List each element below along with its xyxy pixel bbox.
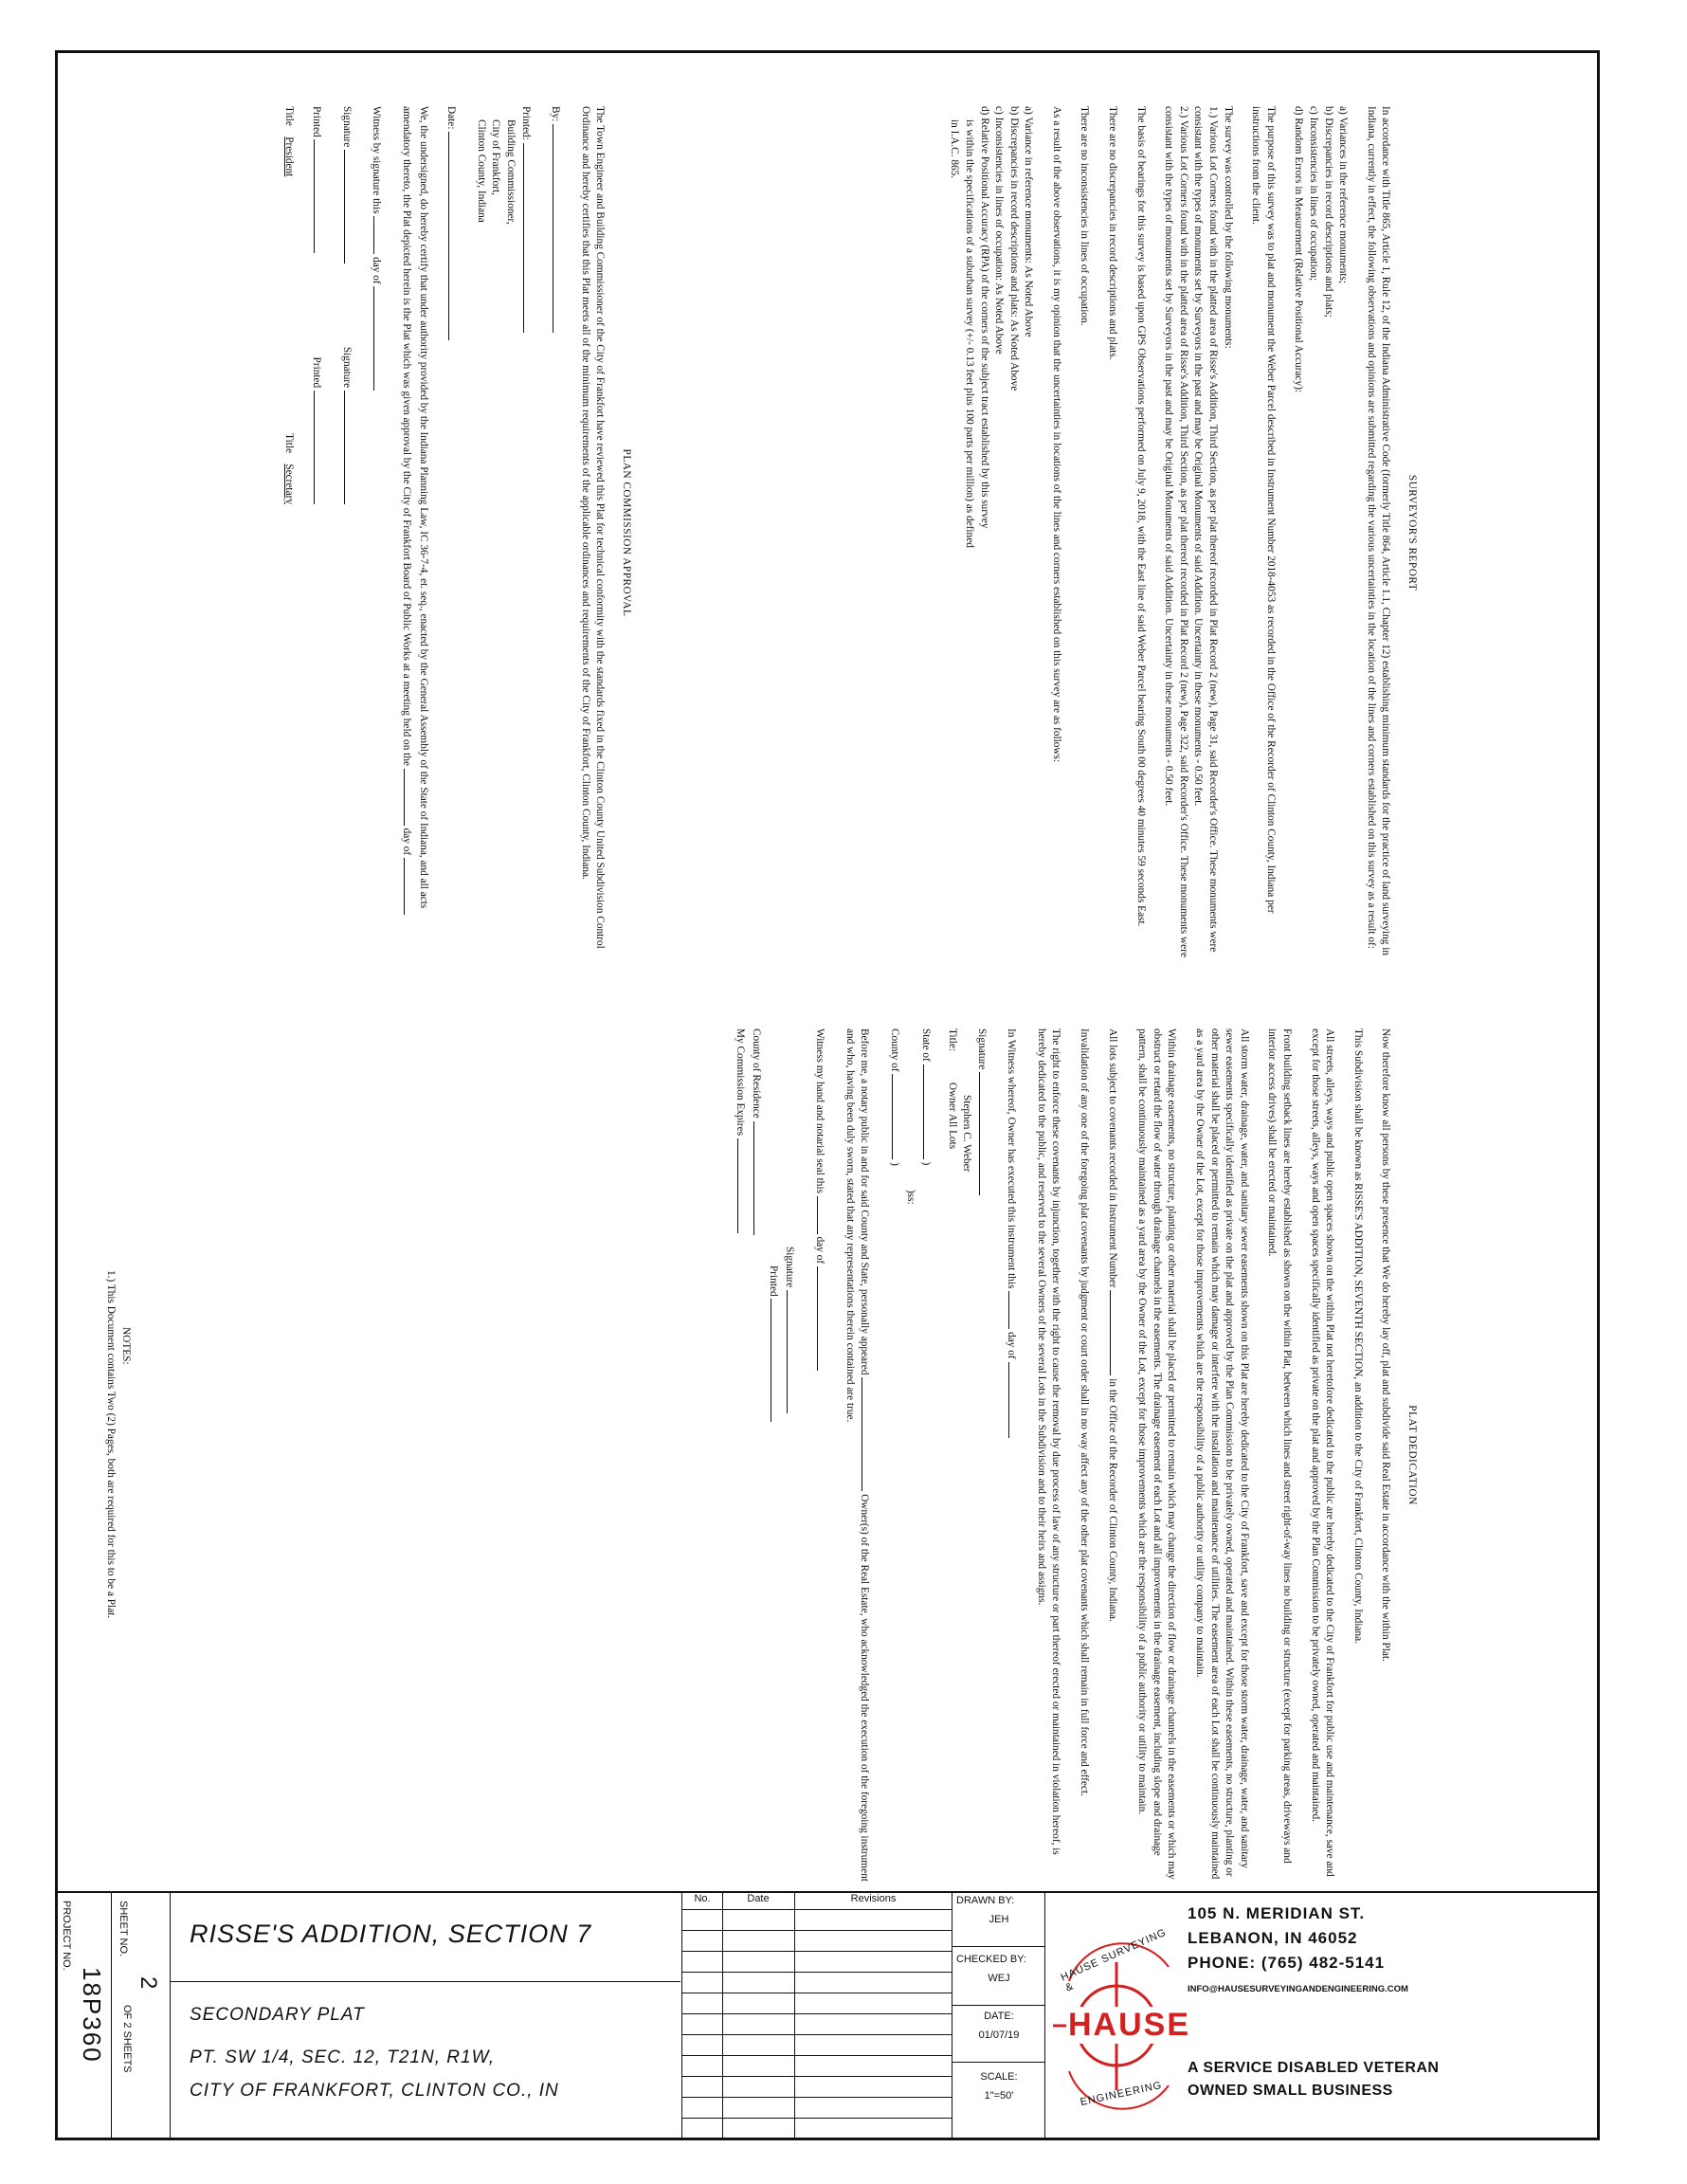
company-email: INFO@HAUSESURVEYINGANDENGINEERING.COM bbox=[1188, 1984, 1408, 1994]
location-line-1: PT. SW 1/4, SEC. 12, T21N, R1W, bbox=[190, 2048, 496, 2067]
revisions-table bbox=[682, 1891, 952, 2140]
report-monument-1: 1.) Various Lot Corners found with in the platted area of Risse's Addition, Third Section, as per plat thereof recorded in Plat Record 2 (new), Page 31, said Recorder's Office. These monuments were consistant with the types of monuments set by Surveyors in the past and may be Original Monuments of said Addition. Uncertainty in these monuments - 0.50 feet. bbox=[1192, 106, 1220, 953]
instrument-number-line bbox=[1110, 1290, 1121, 1375]
company-tagline-2: OWNED SMALL BUSINESS bbox=[1188, 2083, 1393, 2099]
notary-month-line bbox=[817, 1266, 828, 1371]
checked-by-label: CHECKED BY: bbox=[956, 1954, 1026, 1965]
signature-line-1 bbox=[344, 150, 355, 264]
rev-row-11 bbox=[682, 2118, 952, 2119]
printed-label-1: Printed bbox=[311, 106, 323, 137]
checked-divider bbox=[952, 2005, 1045, 2006]
title-label-2: Title bbox=[282, 433, 295, 454]
notary-printed-label: Printed bbox=[767, 1265, 779, 1297]
report-cause-b: b) Discrepancies in record descriptions and plats; bbox=[1322, 106, 1334, 318]
secretary-label: Secretary bbox=[282, 464, 295, 504]
company-info bbox=[1178, 1891, 1462, 2140]
ss-label: )ss: bbox=[905, 1190, 917, 1205]
owner-signature-label: Signature bbox=[975, 1028, 988, 1070]
rev-row-9 bbox=[682, 2076, 952, 2077]
company-address: 105 N. MERIDIAN ST. bbox=[1188, 1904, 1366, 1922]
signature-label-2: Signature bbox=[340, 346, 353, 389]
dedication-p7b: in the Office of the Recorder of Clinton County, Indiana. bbox=[1106, 1378, 1118, 1622]
commission-expires-label: My Commission Expires bbox=[734, 1028, 746, 1136]
signature-label-1: Signature bbox=[340, 106, 353, 148]
notary-printed-line bbox=[771, 1299, 782, 1422]
printed-label: Printed: bbox=[519, 106, 532, 140]
execute-day-line bbox=[1008, 1291, 1020, 1329]
report-result-d-2: is within the specifications of a suburban survey (+/- 0.13 feet plus 100 parts per million) as defined bbox=[963, 119, 975, 548]
dedication-p9: The right to enforce these covenants by injunction, together with the right to cause the removal by due process of law of any structure or part thereof erected or maintained in violation hereof, is hereby dedicated to the public, and reserved to the several Owners of the several Lots in the Subdivision and to their heirs and assigns. bbox=[1035, 1028, 1062, 1855]
by-line bbox=[553, 124, 564, 333]
plan-commission-text: The Town Engineer and Building Commissioner of the City of Frankfort have reviewed this Plat for technical conformity with the standards fixed in the Clinton County United Subdivision Control Ordinance and hereby certifies that this Plat meets all of the minimum requirements of the applicable ordinances and requirements of the City of Frankfort, Clinton County, Indiana. bbox=[579, 106, 607, 949]
project-title-cell bbox=[171, 1891, 682, 2140]
county-residence-line bbox=[753, 1121, 765, 1235]
location-line-2: CITY OF FRANKFORT, CLINTON CO., IN bbox=[190, 2081, 559, 2101]
notary-appeared-line bbox=[862, 1377, 873, 1491]
notes bbox=[76, 1270, 133, 1896]
rev-row-4 bbox=[682, 1972, 952, 1973]
execute-month-line bbox=[1008, 1362, 1020, 1438]
report-no-discrepancies: There are no discrepancies in record descriptions and plats. bbox=[1107, 106, 1119, 360]
rev-date-header: Date bbox=[747, 1893, 770, 1904]
project-title: RISSE'S ADDITION, SECTION 7 bbox=[190, 1920, 592, 1948]
rev-row-2 bbox=[682, 1930, 952, 1931]
board-day-of: day of bbox=[401, 828, 413, 856]
checked-by: WEJ bbox=[988, 1973, 1010, 1984]
rev-row-3 bbox=[682, 1951, 952, 1952]
drawn-divider bbox=[952, 1946, 1045, 1947]
owner-title-label: Title: bbox=[946, 1028, 958, 1052]
title-line-2: City of Frankfort, bbox=[490, 119, 502, 196]
report-purpose: The purpose of this survey was to plat and monument the Weber Parcel described in Instrument Number 2018-4053 as recorded in the Office of the Recorder of Clinton County, Indiana per instructions from the client. bbox=[1250, 106, 1277, 914]
notary-day-of: day of bbox=[813, 1236, 825, 1265]
plan-commission-approval bbox=[140, 106, 633, 959]
scale-label: SCALE: bbox=[980, 2071, 1018, 2083]
logo-top-text: HAUSE SURVEYING & bbox=[1059, 1926, 1169, 1994]
company-city: LEBANON, IN 46052 bbox=[1188, 1929, 1358, 1947]
report-basis: The basis of bearings for this survey is based upon GPS Observations performed on July 9, 2018, with the East line of said Weber Parcel bearing South 00 degrees 40 minutes 59 seconds East. bbox=[1134, 106, 1147, 927]
notary-witness: Witness my hand and notarial seal this bbox=[813, 1028, 825, 1193]
report-cause-a: a) Variances in the reference monuments; bbox=[1337, 106, 1350, 284]
report-cause-d: d) Random Errors in Measurement (Relative Positional Accuracy): bbox=[1293, 106, 1305, 393]
sheet-no-cell bbox=[112, 1891, 171, 2140]
report-controlled: The survey was controlled by the following monuments: bbox=[1222, 106, 1234, 349]
report-result-d: d) Relative Positional Accuracy (RPA) of the corners of the subject tract established by this survey bbox=[978, 106, 990, 529]
drawing-info-cell bbox=[952, 1891, 1045, 2140]
dedication-p1: Now therefore know all persons by these presence that We do hereby lay off, plat and subdivide said Real Estate in accordance with the within Plat. bbox=[1380, 1028, 1392, 1662]
drawn-by: JEH bbox=[989, 1914, 1009, 1925]
title-label-1: Title bbox=[282, 106, 295, 126]
company-phone: PHONE: (765) 482-5141 bbox=[1188, 1954, 1386, 1972]
title-line-3: Clinton County, Indiana bbox=[475, 119, 487, 223]
meeting-month-line bbox=[404, 858, 415, 915]
report-result-a: a) Variance in reference monuments: As Noted Above bbox=[1023, 106, 1035, 337]
title-block bbox=[55, 1891, 1600, 2140]
plan-commission-heading: PLAN COMMISSION APPROVAL bbox=[621, 448, 632, 617]
state-of-label: State of bbox=[919, 1028, 932, 1062]
drawing-scale: 1"=50' bbox=[984, 2090, 1014, 2102]
rev-header: Revisions bbox=[850, 1893, 897, 1904]
dedication-p8: Invalidation of any one of the foregoing plat covenants by judgment or court order shall in no way affect any of the other plat covenants which shall remain in full force and effect. bbox=[1079, 1028, 1091, 1796]
signature-line-2 bbox=[344, 391, 355, 504]
dedication-p7a: All lots subject to covenants recorded in Instrument Number bbox=[1106, 1028, 1118, 1288]
logo-bottom-text: ENGINEERING bbox=[1079, 2079, 1164, 2109]
project-no-label: PROJECT NO. bbox=[61, 1901, 72, 1971]
surveyors-report-heading: SURVEYOR'S REPORT bbox=[1406, 474, 1418, 592]
board-certify-text: We, the undersigned, do hereby certify that under authority provided by the Indiana Planning Law, IC 36-7-4, et. seq., enacted by the General Assembly of the State of Indiana, and all acts amendatory thereto, the Plat depicted herein is the Plat which was given approval by the City of Frankfort Board of Public Works at a meeting held on the bbox=[401, 106, 429, 909]
date-label: Date: bbox=[445, 106, 458, 130]
report-no-inconsistencies: There are no inconsistencies in lines of occupation. bbox=[1079, 106, 1091, 326]
logo-mid-text: HAUSE bbox=[1068, 2007, 1191, 2043]
county-residence-label: County of Residence bbox=[751, 1028, 763, 1119]
county-line bbox=[892, 1074, 903, 1159]
printed-line bbox=[523, 143, 535, 333]
state-line bbox=[923, 1065, 934, 1159]
witness-day-line bbox=[373, 216, 385, 254]
company-tagline-1: A SERVICE DISABLED VETERAN bbox=[1188, 2060, 1440, 2076]
owner-title: Owner All Lots bbox=[946, 1082, 958, 1150]
title-line-1: Building Commissioner, bbox=[505, 119, 517, 225]
plat-subtitle: SECONDARY PLAT bbox=[190, 2005, 365, 2025]
date-divider bbox=[952, 2062, 1045, 2063]
meeting-day-line bbox=[404, 769, 415, 826]
dedication-p10: In Witness whereof, Owner has executed this instrument this bbox=[1006, 1028, 1018, 1289]
project-no: 18P360 bbox=[78, 1967, 106, 2064]
by-label: By: bbox=[550, 106, 562, 122]
report-result-d-3: in I.A.C. 865. bbox=[949, 119, 961, 179]
drawing-date: 01/07/19 bbox=[978, 2029, 1020, 2041]
printed-line-1 bbox=[314, 139, 325, 253]
dedication-p6: Within drainage easements, no structure, planting or other material shall be placed or permitted to remain which may change the direction of flow or drainage channels in the easements or which may obstruct or retard the flow of water through drainage channels in the easements. The drainage easement of each Lot and all improvements in the drainage easement, including slope and drainage pattern, shall be continuously maintained as a yard area by the Owner of the Lot, except for those improvements which are the responsibility of a public authority or utility to maintain. bbox=[1136, 1028, 1178, 1880]
rev-row-8 bbox=[682, 2055, 952, 2056]
report-opinion: As a result of the above observations, it is my opinion that the uncertainties in locations of the lines and corners established on this survey are as follows: bbox=[1050, 106, 1062, 763]
dedication-p4: Front building setback lines are hereby established as shown on the within Plat, between which lines and street right-of-way lines no building or structure (except for parking areas, driveways and interior access drives) shall be erected or maintained. bbox=[1266, 1028, 1294, 1864]
drawn-by-label: DRAWN BY: bbox=[956, 1895, 1015, 1906]
date-line bbox=[448, 132, 460, 340]
project-no-cell bbox=[55, 1891, 112, 2140]
sheet-no-label: SHEET NO. bbox=[118, 1901, 129, 1957]
commission-expires-line bbox=[737, 1138, 749, 1233]
dedication-p2: This Subdivision shall be known as RISSE'S ADDITION, SEVENTH SECTION, an addition to the City of Frankfort, Clinton County, Indiana. bbox=[1351, 1028, 1364, 1644]
county-of-label: County of bbox=[888, 1028, 900, 1072]
rev-row-7 bbox=[682, 2034, 952, 2035]
notary-text-2: Owner(s) of the Real Estate, who acknowledged the execution of the foregoing instrument and who, having been duly sworn, stated that any representations therein contained are true. bbox=[844, 1028, 871, 1882]
notary-day-line bbox=[817, 1196, 828, 1234]
notes-heading: NOTES: bbox=[120, 1327, 132, 1365]
owner-name: Stephen C. Weber bbox=[961, 1095, 973, 1173]
report-cause-c: c) Inconsistencies in lines of occupation; bbox=[1308, 106, 1320, 282]
sheet-no: 2 bbox=[136, 1976, 161, 1990]
rev-row-1 bbox=[682, 1909, 952, 1910]
dedication-day-of: day of bbox=[1006, 1332, 1018, 1359]
witness-month-line bbox=[373, 286, 385, 391]
rev-row-10 bbox=[682, 2097, 952, 2098]
notary-signature-line bbox=[787, 1290, 798, 1413]
report-intro: In accordance with Title 865, Article 1, Rule 12, of the Indiana Administrative Code (formerly Title 864, Article 1.1, Chapter 12) establishing minimum standards for the practice of land surveying in Indiana, currently in effect, the following observations and opinions are submitted regarding the various uncertainties in the location of the lines and corners established on this survey as a result of: bbox=[1365, 106, 1392, 956]
plat-dedication-heading: PLAT DEDICATION bbox=[1406, 1405, 1418, 1505]
title-divider bbox=[171, 1981, 680, 1982]
note-1: 1.) This Document contains Two (2) Pages, both are required for this to be a Plat. bbox=[105, 1270, 118, 1619]
report-monument-2: 2.) Various Lot Corners found with in the platted area of Risse's Addition, Third Section, as per plat thereof recorded in Plat Record 2 (new), Page 322, said Recorder's Office. These monuments were consistant with the types of monuments set by Surveyors in the past and may be Original Monuments of said Addition. Uncertainty in these monuments - 0.50 feet. bbox=[1163, 106, 1189, 957]
date-label: DATE: bbox=[984, 2011, 1014, 2022]
notary-text: Before me, a notary public in and for said County and State, personally appeared bbox=[859, 1028, 871, 1375]
sheet-of: OF 2 SHEETS bbox=[121, 2005, 133, 2073]
rev-col-divider-1 bbox=[722, 1891, 723, 2140]
witness-day-of: day of bbox=[371, 257, 383, 284]
witness-label: Witness by signature this bbox=[371, 106, 383, 214]
company-logo bbox=[1045, 1891, 1191, 2140]
dedication-p3: All streets, alleys, ways and public open spaces shown on the within Plat not heretofore dedicated to the public are hereby dedicated to the City of Frankfort for public use and maintenance, save and except for those streets, alleys, ways and open spaces specifically identified as private on the plat and approved by the Plan Commission to be privately owned, operated and maintained. bbox=[1309, 1028, 1336, 1877]
report-result-b: b) Discrepancies in record descriptions and plats: As Noted Above bbox=[1007, 106, 1020, 391]
president-label: President bbox=[282, 136, 295, 177]
rev-row-6 bbox=[682, 2013, 952, 2014]
plat-dedication: PLAT DEDICATION Now therefore know all persons by these presence that We do hereby lay off, plat and subdivide said Real Estate in accordance with the within Plat. This Subdivision shall be known as RISSE'S ADDITION, SEVENTH SECTION, an addition to the City of Frankfort, Clinton County, Indiana. All streets, alleys, ways and public open spaces shown on the within Plat not heretofore dedicated to the public are hereby dedicated to the City of Frankfort for public use and maintenance, save and except for those streets, alleys, ways and open spaces specifically identified as private on the plat and approved by the Plan Commission to be privately owned, operated and maintained. Front building setback lines are hereby established as shown on the within Plat, between which lines and street right-of-way lines no building or structure (except for parking areas, driveways and interior access drives) shall be erected or maintained. All storm water, drainage, water, and sanitary sewer easements shown on this Plat are hereby dedicated to the City of Frankfort, save and except for those storm water, drainage, water, and sanitary sewer easements specifically identified as private on the plat and approved by the Plan Commission to be privately owned, operated and maintained. Within these easements, no structure, planting or other material shall be placed or permitted to remain which may damage or interfere with the installation and maintenance of utilities. The easement area of each Lot shall be continuously maintained as a yard area by the Owner of the Lot, except for those improvements which are the responsibility of a public authority or utility company to maintain. Within drainage easements, no structure, planting or other material shall be placed or permitted to remain which may change the direction of flow or drainage channels in the easements or which may obstruct or retard the flow of water through drainage channels in the easements. The drainage easement of each Lot and all improvements in the drainage easement, including slope and drainage pattern, shall be continuously maintained as a yard area by the Owner of the Lot, except for those improvements which are the responsibility of a public authority or utility to maintain. All lots subject to covenants recorded in Instrument Number in the Office of the Recorder of Clinton County, Indiana. Invalidation of any one of the foregoing plat covenants by judgment or court order shall in no way affect any of the other plat covenants which shall remain in full force and effect. The right to enforce these covenants by injunction, together with the right to cause the removal by due process of law of any structure or part thereof erected or maintained in violation hereof, is hereby dedicated to the public, and reserved to the several Owners of the several Lots in the Subdivision and to their heirs and assigns. In Witness whereof, Owner has executed this instrument this day of Signature Stephen C. Weber Title: Owner All Lots State of ) )ss: County of ) Before me, a notary public in and for said County and State, personally appeared Owner(s) of the Real Estate, who acknowledged the execution of the foregoing instrument and who, having been duly sworn, stated that any representations therein contained are true. Witness my hand and notarial seal this day of Signature Printed County of Residence My Commission Expires bbox=[734, 1028, 1418, 1882]
rev-col-divider-2 bbox=[794, 1891, 795, 2140]
dedication-p5: All storm water, drainage, water, and sanitary sewer easements shown on this Plat are hereby dedicated to the City of Frankfort, save and except for those storm water, drainage, water, and sanitary sewer easements specifically identified as private on the plat and approved by the Plan Commission to be privately owned, operated and maintained. Within these easements, no structure, planting or other material shall be placed or permitted to remain which may damage or interfere with the installation and maintenance of utilities. The easement area of each Lot shall be continuously maintained as a yard area by the Owner of the Lot, except for those improvements which are the responsibility of a public authority or utility company to maintain. bbox=[1194, 1028, 1250, 1880]
rev-no-header: No. bbox=[694, 1893, 711, 1904]
notary-signature-label: Signature bbox=[784, 1247, 796, 1288]
report-result-c: c) Inconsistencies in lines of occupation: As Noted Above bbox=[993, 106, 1006, 355]
printed-line-2 bbox=[314, 391, 325, 504]
owner-signature-line bbox=[979, 1072, 990, 1195]
printed-label-2: Printed bbox=[311, 356, 323, 389]
